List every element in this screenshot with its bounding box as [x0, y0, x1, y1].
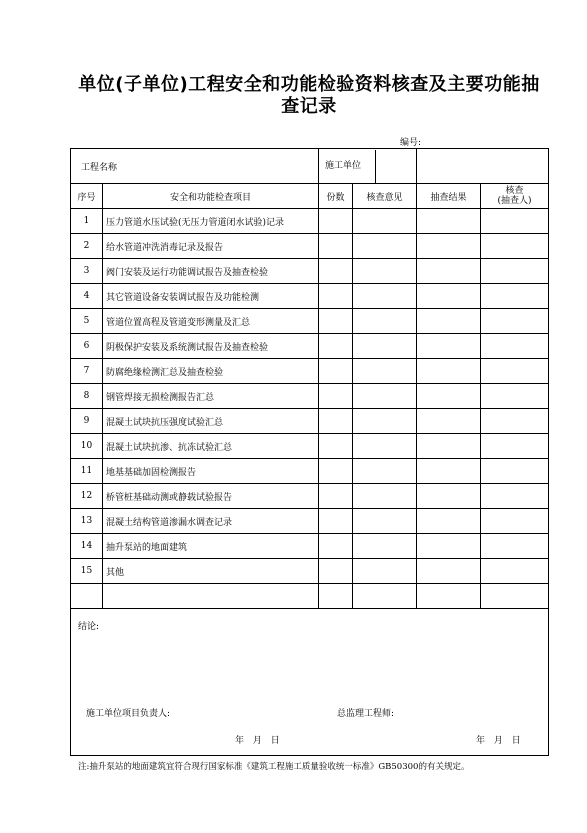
inspection-table — [70, 148, 549, 756]
project-name-cell — [71, 149, 319, 184]
row-copies-field[interactable] — [319, 484, 353, 509]
row-opinion-field[interactable] — [353, 534, 417, 559]
table-row — [71, 384, 549, 409]
row-checker-field[interactable] — [481, 384, 549, 409]
row-number: 2 — [71, 234, 103, 259]
project-name-label: 工程名称 — [81, 162, 118, 173]
row-result-field[interactable] — [417, 359, 481, 384]
row-item: 给水管道冲洗消毒记录及报告 — [103, 234, 319, 259]
row-number: 5 — [71, 309, 103, 334]
row-result-field[interactable] — [417, 559, 481, 584]
row-result-field[interactable] — [417, 334, 481, 359]
title-line-1: 单位(子单位)工程安全和功能检验资料核查及主要功能抽 — [78, 74, 540, 95]
footnote: 注:抽升泵站的地面建筑宜符合现行国家标准《建筑工程施工质量验收统一标准》GB50300的有关规定。 — [78, 762, 470, 772]
row-number: 1 — [71, 209, 103, 234]
row-result-field[interactable] — [417, 309, 481, 334]
row-checker-field[interactable] — [481, 409, 549, 434]
row-checker-field[interactable] — [481, 509, 549, 534]
row-copies-field[interactable] — [319, 309, 353, 334]
row-opinion-field[interactable] — [353, 584, 417, 609]
row-copies-field[interactable] — [319, 209, 353, 234]
row-checker-field[interactable] — [481, 559, 549, 584]
contractor-date: 年 月 日 — [235, 736, 280, 746]
title-line-2: 查记录 — [281, 96, 337, 117]
header-checker-line2: (抽查人) — [497, 196, 532, 206]
conclusion-cell — [71, 609, 549, 756]
row-result-field[interactable] — [417, 384, 481, 409]
row-number: 9 — [71, 409, 103, 434]
row-copies-field[interactable] — [319, 509, 353, 534]
row-opinion-field[interactable] — [353, 334, 417, 359]
row-number: 7 — [71, 359, 103, 384]
supervisor-date: 年 月 日 — [476, 736, 521, 746]
table-row — [71, 209, 549, 234]
row-copies-field[interactable] — [319, 384, 353, 409]
serial-number-label: 编号: — [400, 138, 422, 148]
row-result-field[interactable] — [417, 409, 481, 434]
header-checker-line1: 核查 — [505, 186, 524, 196]
row-number: 10 — [71, 434, 103, 459]
row-opinion-field[interactable] — [353, 384, 417, 409]
project-info-row — [71, 149, 549, 184]
row-checker-field[interactable] — [481, 459, 549, 484]
row-opinion-field[interactable] — [353, 509, 417, 534]
row-copies-field[interactable] — [319, 534, 353, 559]
row-item: 阀门安装及运行功能调试报告及抽查检验 — [103, 259, 319, 284]
row-result-field[interactable] — [417, 259, 481, 284]
row-copies-field[interactable] — [319, 259, 353, 284]
supervisor-signature-label: 总监理工程师: — [337, 709, 395, 719]
header-item: 安全和功能检查项目 — [103, 184, 319, 209]
row-opinion-field[interactable] — [353, 559, 417, 584]
row-number: 11 — [71, 459, 103, 484]
row-checker-field[interactable] — [481, 534, 549, 559]
table-row — [71, 234, 549, 259]
document-title — [70, 74, 548, 118]
row-opinion-field[interactable] — [353, 259, 417, 284]
row-opinion-field[interactable] — [353, 459, 417, 484]
row-result-field[interactable] — [417, 534, 481, 559]
header-no: 序号 — [71, 184, 103, 209]
table-row — [71, 584, 549, 609]
row-result-field[interactable] — [417, 434, 481, 459]
row-number: 3 — [71, 259, 103, 284]
row-copies-field[interactable] — [319, 584, 353, 609]
row-number: 12 — [71, 484, 103, 509]
row-item: 混凝土试块抗渗、抗冻试验汇总 — [103, 434, 319, 459]
row-item: 阴极保护安装及系统测试报告及抽查检验 — [103, 334, 319, 359]
row-copies-field[interactable] — [319, 409, 353, 434]
header-checker — [481, 184, 549, 209]
row-checker-field[interactable] — [481, 334, 549, 359]
row-opinion-field[interactable] — [353, 484, 417, 509]
table-row — [71, 559, 549, 584]
row-opinion-field[interactable] — [353, 284, 417, 309]
row-copies-field[interactable] — [319, 559, 353, 584]
header-result: 抽查结果 — [417, 184, 481, 209]
row-number: 6 — [71, 334, 103, 359]
row-copies-field[interactable] — [319, 234, 353, 259]
row-copies-field[interactable] — [319, 459, 353, 484]
row-item — [103, 584, 319, 609]
contractor-label: 施工单位 — [319, 150, 376, 183]
contractor-signature-label: 施工单位项目负责人: — [86, 709, 171, 719]
row-result-field[interactable] — [417, 209, 481, 234]
row-checker-field[interactable] — [481, 484, 549, 509]
row-result-field[interactable] — [417, 234, 481, 259]
table-row — [71, 409, 549, 434]
row-opinion-field[interactable] — [353, 434, 417, 459]
table-row — [71, 259, 549, 284]
row-checker-field[interactable] — [481, 284, 549, 309]
row-number: 15 — [71, 559, 103, 584]
row-item: 混凝土结构管道渗漏水调查记录 — [103, 509, 319, 534]
row-number: 8 — [71, 384, 103, 409]
table-row — [71, 359, 549, 384]
row-checker-field[interactable] — [481, 209, 549, 234]
row-copies-field[interactable] — [319, 334, 353, 359]
conclusion-row — [71, 609, 549, 756]
row-item: 其他 — [103, 559, 319, 584]
table-row — [71, 484, 549, 509]
row-item: 抽升泵站的地面建筑 — [103, 534, 319, 559]
row-number: 4 — [71, 284, 103, 309]
row-item: 混凝土试块抗压强度试验汇总 — [103, 409, 319, 434]
row-item: 管道位置高程及管道变形测量及汇总 — [103, 309, 319, 334]
row-result-field[interactable] — [417, 584, 481, 609]
table-row — [71, 534, 549, 559]
row-item: 地基基础加固检测报告 — [103, 459, 319, 484]
table-row — [71, 509, 549, 534]
table-row — [71, 334, 549, 359]
row-opinion-field[interactable] — [353, 309, 417, 334]
conclusion-label: 结论: — [78, 622, 100, 632]
row-checker-field[interactable] — [481, 259, 549, 284]
row-opinion-field[interactable] — [353, 234, 417, 259]
row-checker-field[interactable] — [481, 434, 549, 459]
row-result-field[interactable] — [417, 484, 481, 509]
header-copies: 份数 — [319, 184, 353, 209]
row-checker-field[interactable] — [481, 584, 549, 609]
header-opinion: 核查意见 — [353, 184, 417, 209]
table-row — [71, 309, 549, 334]
row-result-field[interactable] — [417, 509, 481, 534]
contractor-cell — [319, 149, 417, 184]
row-checker-field[interactable] — [481, 309, 549, 334]
row-number: 14 — [71, 534, 103, 559]
row-copies-field[interactable] — [319, 359, 353, 384]
row-checker-field[interactable] — [481, 359, 549, 384]
row-opinion-field[interactable] — [353, 409, 417, 434]
row-item: 防腐绝缘检测汇总及抽查检验 — [103, 359, 319, 384]
row-item: 压力管道水压试验(无压力管道闭水试验)记录 — [103, 209, 319, 234]
column-header-row — [71, 184, 549, 209]
row-opinion-field[interactable] — [353, 209, 417, 234]
row-number: 13 — [71, 509, 103, 534]
table-row — [71, 434, 549, 459]
row-result-field[interactable] — [417, 284, 481, 309]
row-copies-field[interactable] — [319, 434, 353, 459]
table-row — [71, 284, 549, 309]
row-item: 钢管焊接无损检测报告汇总 — [103, 384, 319, 409]
row-checker-field[interactable] — [481, 234, 549, 259]
table-row — [71, 459, 549, 484]
row-item: 桥管桩基础动测或静载试验报告 — [103, 484, 319, 509]
row-item: 其它管道设备安装调试报告及功能检测 — [103, 284, 319, 309]
row-number — [71, 584, 103, 609]
contractor-field[interactable] — [417, 149, 549, 184]
row-result-field[interactable] — [417, 459, 481, 484]
row-copies-field[interactable] — [319, 284, 353, 309]
row-opinion-field[interactable] — [353, 359, 417, 384]
